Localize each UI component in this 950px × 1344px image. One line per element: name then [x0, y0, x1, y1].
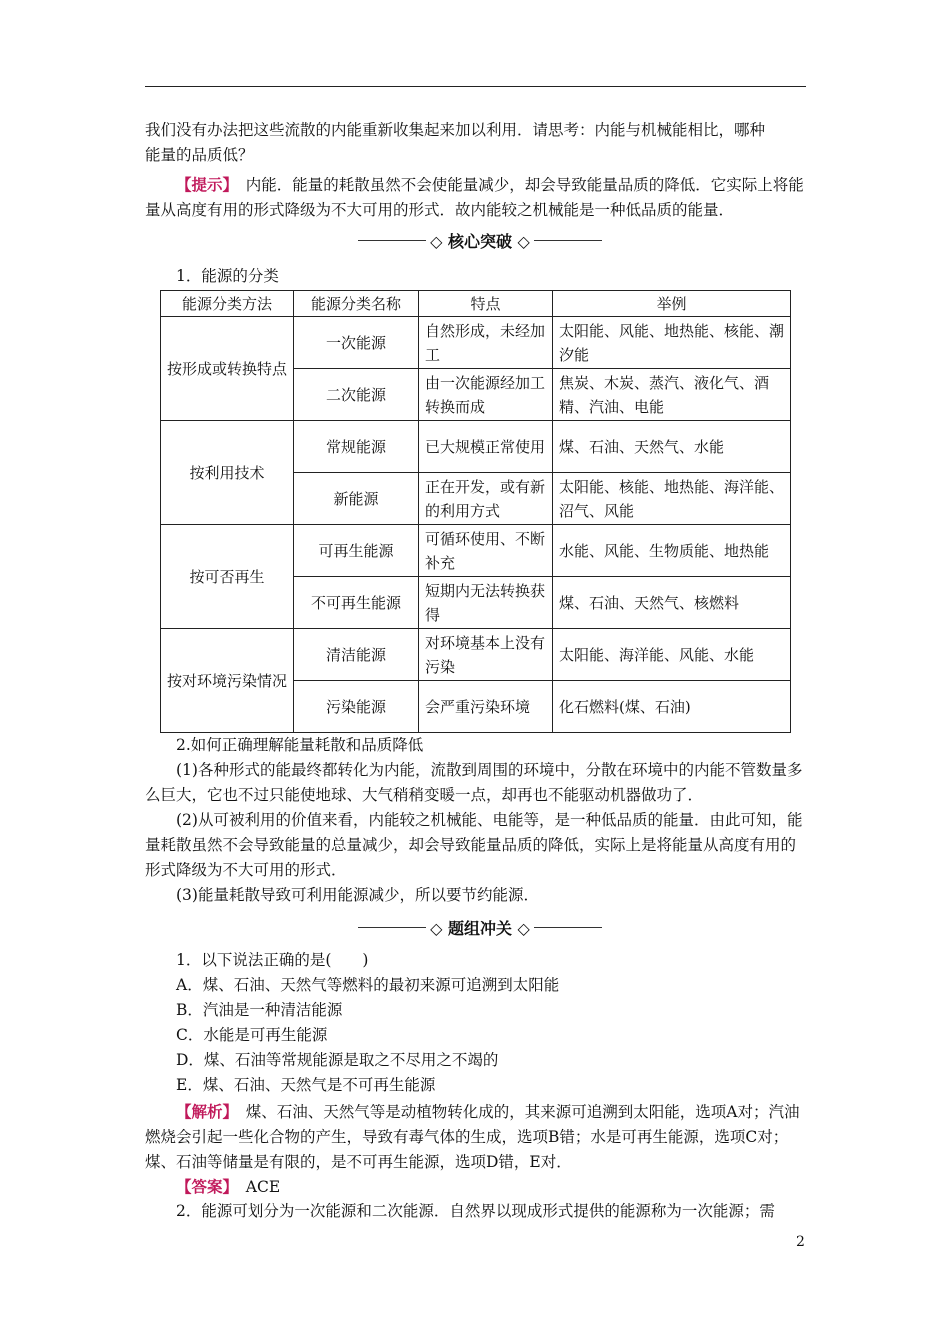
example-cell: 化石燃料(煤、石油) [553, 681, 791, 733]
name-cell: 清洁能源 [294, 629, 419, 681]
analysis-text: 煤、石油、天然气等是动植物转化成的，其来源可追溯到太阳能，选项A对；汽油燃烧会引起一些化合物的产生，导致有毒气体的生成，选项B错；水是可再生能源，选项C对；煤、石油等储量是有限的，是不可再生能源，选项D错，E对． [145, 1103, 800, 1171]
feature-cell: 自然形成，未经加工 [419, 317, 553, 369]
example-cell: 煤、石油、天然气、核燃料 [553, 577, 791, 629]
question-2-stem: 2．能源可划分为一次能源和二次能源．自然界以现成形式提供的能源称为一次能源；需 [176, 1202, 775, 1220]
header-cell: 举例 [553, 291, 791, 317]
feature-cell: 由一次能源经加工转换而成 [419, 369, 553, 421]
analysis-paragraph [145, 1099, 810, 1175]
feature-cell: 会严重污染环境 [419, 681, 553, 733]
section-heading-core [330, 228, 630, 252]
method-cell: 按可否再生 [161, 525, 294, 629]
option-c: C．水能是可再生能源 [176, 1026, 328, 1044]
name-cell: 可再生能源 [294, 525, 419, 577]
example-cell: 太阳能、风能、地热能、核能、潮汐能 [553, 317, 791, 369]
table-row [161, 525, 791, 577]
option-b: B．汽油是一种清洁能源 [176, 1001, 343, 1019]
answer-text: ACE [230, 1178, 281, 1196]
intro-line-1: 我们没有办法把这些流散的内能重新收集起来加以利用．请思考：内能与机械能相比，哪种 [145, 121, 766, 139]
heading-line-right [534, 927, 602, 928]
table-row [161, 317, 791, 369]
name-cell: 二次能源 [294, 369, 419, 421]
name-cell: 不可再生能源 [294, 577, 419, 629]
table-row [161, 629, 791, 681]
header-cell: 能源分类名称 [294, 291, 419, 317]
section-title-practice: ◇ 题组冲关 ◇ [430, 918, 530, 938]
feature-cell: 可循环使用、不断补充 [419, 525, 553, 577]
table-header-row [161, 291, 791, 317]
analysis-label: 【解析】 [176, 1102, 231, 1121]
name-cell: 常规能源 [294, 421, 419, 473]
section-title-core: ◇ 核心突破 ◇ [430, 231, 530, 251]
heading-line-left [358, 240, 426, 241]
header-cell: 特点 [419, 291, 553, 317]
item2-paragraph-2: (2)从可被利用的价值来看，内能较之机械能、电能等，是一种低品质的能量．由此可知，能量耗散虽然不会导致能量的总量减少，却会导致能量品质的降低，实际上是将能量从高度有用的形式降级为不大可用的形式． [145, 811, 803, 879]
option-d: D．煤、石油等常规能源是取之不尽用之不竭的 [176, 1051, 499, 1069]
item2-paragraph-3: (3)能量耗散导致可利用能源减少，所以要节约能源． [176, 886, 539, 904]
feature-cell: 短期内无法转换获得 [419, 577, 553, 629]
method-cell: 按形成或转换特点 [161, 317, 294, 421]
item2-title: 2.如何正确理解能量耗散和品质降低 [176, 736, 424, 754]
example-cell: 煤、石油、天然气、水能 [553, 421, 791, 473]
example-cell: 焦炭、木炭、蒸汽、液化气、酒精、汽油、电能 [553, 369, 791, 421]
intro-line-2: 能量的品质低？ [145, 146, 254, 164]
method-cell: 按利用技术 [161, 421, 294, 525]
method-cell: 按对环境污染情况 [161, 629, 294, 733]
answer-label: 【答案】 [176, 1177, 231, 1196]
hint-paragraph [145, 172, 810, 223]
hint-text: 内能．能量的耗散虽然不会使能量减少，却会导致能量品质的降低．它实际上将能量从高度有用的形式降级为不大可用的形式．故内能较之机械能是一种低品质的能量． [145, 176, 804, 219]
section-heading-practice [330, 915, 630, 939]
item1-title: 1．能源的分类 [176, 267, 279, 285]
feature-cell: 对环境基本上没有污染 [419, 629, 553, 681]
item2-paragraph-1: (1)各种形式的能最终都转化为内能，流散到周围的环境中，分散在环境中的内能不管数量多么巨大，它也不过只能使地球、大气稍稍变暖一点，却再也不能驱动机器做功了． [145, 761, 803, 804]
feature-cell: 已大规模正常使用 [419, 421, 553, 473]
feature-cell: 正在开发，或有新的利用方式 [419, 473, 553, 525]
heading-line-left [358, 927, 426, 928]
name-cell: 一次能源 [294, 317, 419, 369]
header-cell: 能源分类方法 [161, 291, 294, 317]
answer-paragraph [145, 1174, 810, 1200]
example-cell: 太阳能、核能、地热能、海洋能、沼气、风能 [553, 473, 791, 525]
heading-line-right [534, 240, 602, 241]
name-cell: 新能源 [294, 473, 419, 525]
table-row [161, 421, 791, 473]
option-a: A．煤、石油、天然气等燃料的最初来源可追溯到太阳能 [176, 976, 560, 994]
name-cell: 污染能源 [294, 681, 419, 733]
example-cell: 水能、风能、生物质能、地热能 [553, 525, 791, 577]
page-number: 2 [796, 1234, 805, 1250]
example-cell: 太阳能、海洋能、风能、水能 [553, 629, 791, 681]
question-1-stem: 1．以下说法正确的是( ) [176, 951, 369, 969]
energy-classification-table [160, 290, 791, 733]
header-rule [145, 86, 806, 87]
hint-label: 【提示】 [176, 175, 231, 194]
option-e: E．煤、石油、天然气是不可再生能源 [176, 1076, 436, 1094]
